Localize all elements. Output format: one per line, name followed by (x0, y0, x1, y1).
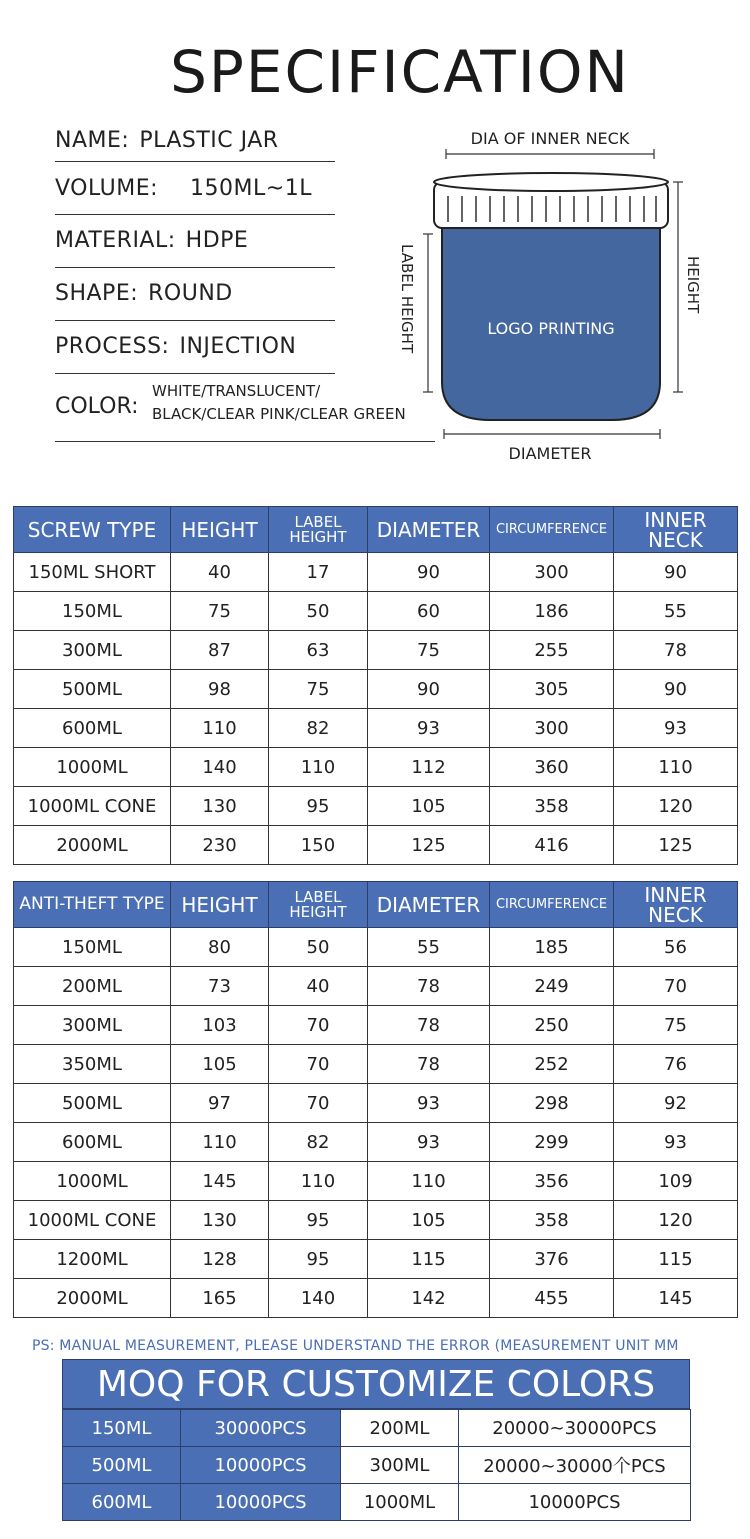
table-cell: 300 (490, 553, 614, 592)
table-cell: 600ML (63, 1484, 181, 1521)
table-row (63, 1447, 691, 1484)
table-cell: 70 (269, 1084, 368, 1123)
spec-material (55, 228, 335, 268)
table-row (14, 1084, 738, 1123)
table-cell: 140 (171, 748, 269, 787)
moq-table (62, 1409, 691, 1521)
moq-table-body (63, 1410, 691, 1521)
table-row (14, 709, 738, 748)
table-cell: 250 (490, 1006, 614, 1045)
table-cell: 185 (490, 928, 614, 967)
table-cell: 300 (490, 709, 614, 748)
table-cell: 1200ML (14, 1240, 171, 1279)
table-cell: 150ML SHORT (14, 553, 171, 592)
table-cell: 1000ML CONE (14, 787, 171, 826)
anti-theft-table-body (14, 928, 738, 1318)
table-cell: 93 (614, 1123, 738, 1162)
table-row (14, 553, 738, 592)
table-cell: 416 (490, 826, 614, 865)
table-row (14, 1123, 738, 1162)
table-cell: 125 (614, 826, 738, 865)
table-cell: 305 (490, 670, 614, 709)
table-cell: 105 (368, 787, 490, 826)
table-cell: 110 (269, 1162, 368, 1201)
table-cell: 92 (614, 1084, 738, 1123)
table-row (14, 1045, 738, 1084)
table-row (14, 670, 738, 709)
spec-shape (55, 281, 335, 321)
table-cell: 93 (368, 709, 490, 748)
screw-type-table (13, 506, 738, 865)
table-cell: 358 (490, 787, 614, 826)
table-row (14, 1279, 738, 1318)
table-cell: 80 (171, 928, 269, 967)
height-text: HEIGHT (684, 256, 702, 314)
table-cell: 360 (490, 748, 614, 787)
table-cell: 115 (368, 1240, 490, 1279)
table-cell: 90 (614, 670, 738, 709)
table-row (14, 592, 738, 631)
table-cell: 350ML (14, 1045, 171, 1084)
label-height-text: LABEL HEIGHT (398, 244, 416, 354)
table-cell: 20000~30000个PCS (459, 1447, 691, 1484)
spec-label: PROCESS: (55, 334, 170, 359)
table-cell: 105 (368, 1201, 490, 1240)
table-row (14, 787, 738, 826)
table-cell: 1000ML (14, 748, 171, 787)
spec-value: INJECTION (179, 334, 297, 359)
table-cell: 56 (614, 928, 738, 967)
color-value-line1: WHITE/TRANSLUCENT/ (152, 382, 321, 400)
table-row (14, 1240, 738, 1279)
table-cell: 600ML (14, 709, 171, 748)
table-cell: 600ML (14, 1123, 171, 1162)
table-cell: 95 (269, 787, 368, 826)
spec-process (55, 334, 335, 374)
table-cell: 112 (368, 748, 490, 787)
screw-table-body (14, 553, 738, 865)
table-cell: 17 (269, 553, 368, 592)
table-cell: 128 (171, 1240, 269, 1279)
spec-label: VOLUME: (55, 176, 159, 201)
table-cell: 110 (171, 1123, 269, 1162)
table-cell: 150ML (14, 928, 171, 967)
table-cell: 103 (171, 1006, 269, 1045)
measurement-note: PS: MANUAL MEASUREMENT, PLEASE UNDERSTAND THE ERROR (MEASUREMENT UNIT MM (32, 1338, 679, 1354)
spec-color (55, 378, 435, 442)
table-cell: 500ML (14, 670, 171, 709)
page-title: SPECIFICATION (170, 38, 630, 106)
dia-inner-neck-label: DIA OF INNER NECK (470, 129, 630, 148)
table-cell: 2000ML (14, 826, 171, 865)
table-cell: 10000PCS (459, 1484, 691, 1521)
table-row (14, 1201, 738, 1240)
table-cell: 87 (171, 631, 269, 670)
table-cell: 145 (614, 1279, 738, 1318)
table-row (14, 631, 738, 670)
table-row (63, 1410, 691, 1447)
table-cell: 150 (269, 826, 368, 865)
table-cell: 40 (171, 553, 269, 592)
table-cell: 75 (171, 592, 269, 631)
table-cell: 230 (171, 826, 269, 865)
table-cell: 140 (269, 1279, 368, 1318)
table-cell: 110 (171, 709, 269, 748)
anti-theft-table (13, 881, 738, 1318)
table-cell: 109 (614, 1162, 738, 1201)
spec-label: MATERIAL: (55, 228, 176, 253)
table-row (14, 748, 738, 787)
table-cell: 63 (269, 631, 368, 670)
table-cell: 300ML (14, 631, 171, 670)
table-cell: 455 (490, 1279, 614, 1318)
table-header-row (14, 882, 738, 928)
table-cell: 150ML (63, 1410, 181, 1447)
table-cell: 78 (368, 1045, 490, 1084)
table-cell: 165 (171, 1279, 269, 1318)
spec-name (55, 128, 335, 162)
table-cell: 90 (368, 670, 490, 709)
table-cell: 186 (490, 592, 614, 631)
table-cell: 110 (368, 1162, 490, 1201)
table-cell: 125 (368, 826, 490, 865)
table-cell: 50 (269, 928, 368, 967)
table-cell: 299 (490, 1123, 614, 1162)
header-diameter: DIAMETER (368, 507, 490, 553)
table-cell: 75 (269, 670, 368, 709)
table-cell: 10000PCS (181, 1447, 341, 1484)
table-cell: 142 (368, 1279, 490, 1318)
table-cell: 93 (614, 709, 738, 748)
table-cell: 145 (171, 1162, 269, 1201)
table-cell: 75 (614, 1006, 738, 1045)
table-cell: 60 (368, 592, 490, 631)
header-inner-neck: INNER NECK (614, 507, 738, 553)
table-cell: 20000~30000PCS (459, 1410, 691, 1447)
table-cell: 300ML (14, 1006, 171, 1045)
table-row (14, 1006, 738, 1045)
table-row (63, 1484, 691, 1521)
spec-value: HDPE (185, 228, 249, 253)
table-cell: 40 (269, 967, 368, 1006)
spec-volume (55, 176, 335, 215)
color-value-line2: BLACK/CLEAR PINK/CLEAR GREEN (152, 405, 406, 423)
table-cell: 358 (490, 1201, 614, 1240)
header-type: SCREW TYPE (14, 507, 171, 553)
table-cell: 78 (368, 1006, 490, 1045)
table-cell: 55 (368, 928, 490, 967)
table-cell: 120 (614, 1201, 738, 1240)
spec-label: NAME: (55, 128, 130, 153)
table-cell: 110 (614, 748, 738, 787)
table-cell: 130 (171, 787, 269, 826)
header-type: ANTI-THEFT TYPE (14, 882, 171, 928)
table-cell: 105 (171, 1045, 269, 1084)
table-cell: 120 (614, 787, 738, 826)
table-row (14, 826, 738, 865)
table-cell: 115 (614, 1240, 738, 1279)
table-cell: 70 (269, 1045, 368, 1084)
header-circumference: CIRCUMFERENCE (490, 507, 614, 553)
table-cell: 255 (490, 631, 614, 670)
table-cell: 98 (171, 670, 269, 709)
table-cell: 252 (490, 1045, 614, 1084)
table-cell: 78 (368, 967, 490, 1006)
table-cell: 1000ML (341, 1484, 459, 1521)
table-cell: 90 (614, 553, 738, 592)
table-cell: 30000PCS (181, 1410, 341, 1447)
diameter-text: DIAMETER (508, 444, 592, 463)
logo-printing-label: LOGO PRINTING (487, 319, 615, 338)
table-cell: 76 (614, 1045, 738, 1084)
table-cell: 93 (368, 1084, 490, 1123)
table-cell: 10000PCS (181, 1484, 341, 1521)
table-row (14, 928, 738, 967)
spec-label: SHAPE: (55, 281, 139, 306)
table-cell: 1000ML CONE (14, 1201, 171, 1240)
table-row (14, 967, 738, 1006)
table-cell: 75 (368, 631, 490, 670)
moq-section (62, 1359, 690, 1521)
table-cell: 95 (269, 1201, 368, 1240)
table-cell: 200ML (341, 1410, 459, 1447)
table-cell: 70 (269, 1006, 368, 1045)
moq-title: MOQ FOR CUSTOMIZE COLORS (62, 1359, 690, 1409)
header-inner-neck: INNER NECK (614, 882, 738, 928)
table-cell: 200ML (14, 967, 171, 1006)
table-cell: 93 (368, 1123, 490, 1162)
table-cell: 500ML (14, 1084, 171, 1123)
table-cell: 73 (171, 967, 269, 1006)
table-header-row (14, 507, 738, 553)
table-cell: 356 (490, 1162, 614, 1201)
spec-label: COLOR: (55, 394, 139, 419)
header-label-height: LABEL HEIGHT (269, 507, 368, 553)
spec-value: PLASTIC JAR (139, 128, 279, 153)
table-cell: 95 (269, 1240, 368, 1279)
table-cell: 70 (614, 967, 738, 1006)
table-cell: 249 (490, 967, 614, 1006)
header-height: HEIGHT (171, 882, 269, 928)
table-cell: 78 (614, 631, 738, 670)
table-cell: 90 (368, 553, 490, 592)
table-cell: 130 (171, 1201, 269, 1240)
table-cell: 300ML (341, 1447, 459, 1484)
table-cell: 1000ML (14, 1162, 171, 1201)
table-cell: 376 (490, 1240, 614, 1279)
table-cell: 500ML (63, 1447, 181, 1484)
table-cell: 82 (269, 1123, 368, 1162)
table-cell: 97 (171, 1084, 269, 1123)
spec-value: 150ML~1L (190, 176, 312, 201)
table-cell: 110 (269, 748, 368, 787)
table-cell: 2000ML (14, 1279, 171, 1318)
header-diameter: DIAMETER (368, 882, 490, 928)
spec-value: ROUND (148, 281, 233, 306)
header-label-height: LABEL HEIGHT (269, 882, 368, 928)
table-row (14, 1162, 738, 1201)
table-cell: 50 (269, 592, 368, 631)
jar-diagram (390, 122, 720, 467)
table-cell: 150ML (14, 592, 171, 631)
table-cell: 82 (269, 709, 368, 748)
header-circumference: CIRCUMFERENCE (490, 882, 614, 928)
header-height: HEIGHT (171, 507, 269, 553)
table-cell: 55 (614, 592, 738, 631)
table-cell: 298 (490, 1084, 614, 1123)
